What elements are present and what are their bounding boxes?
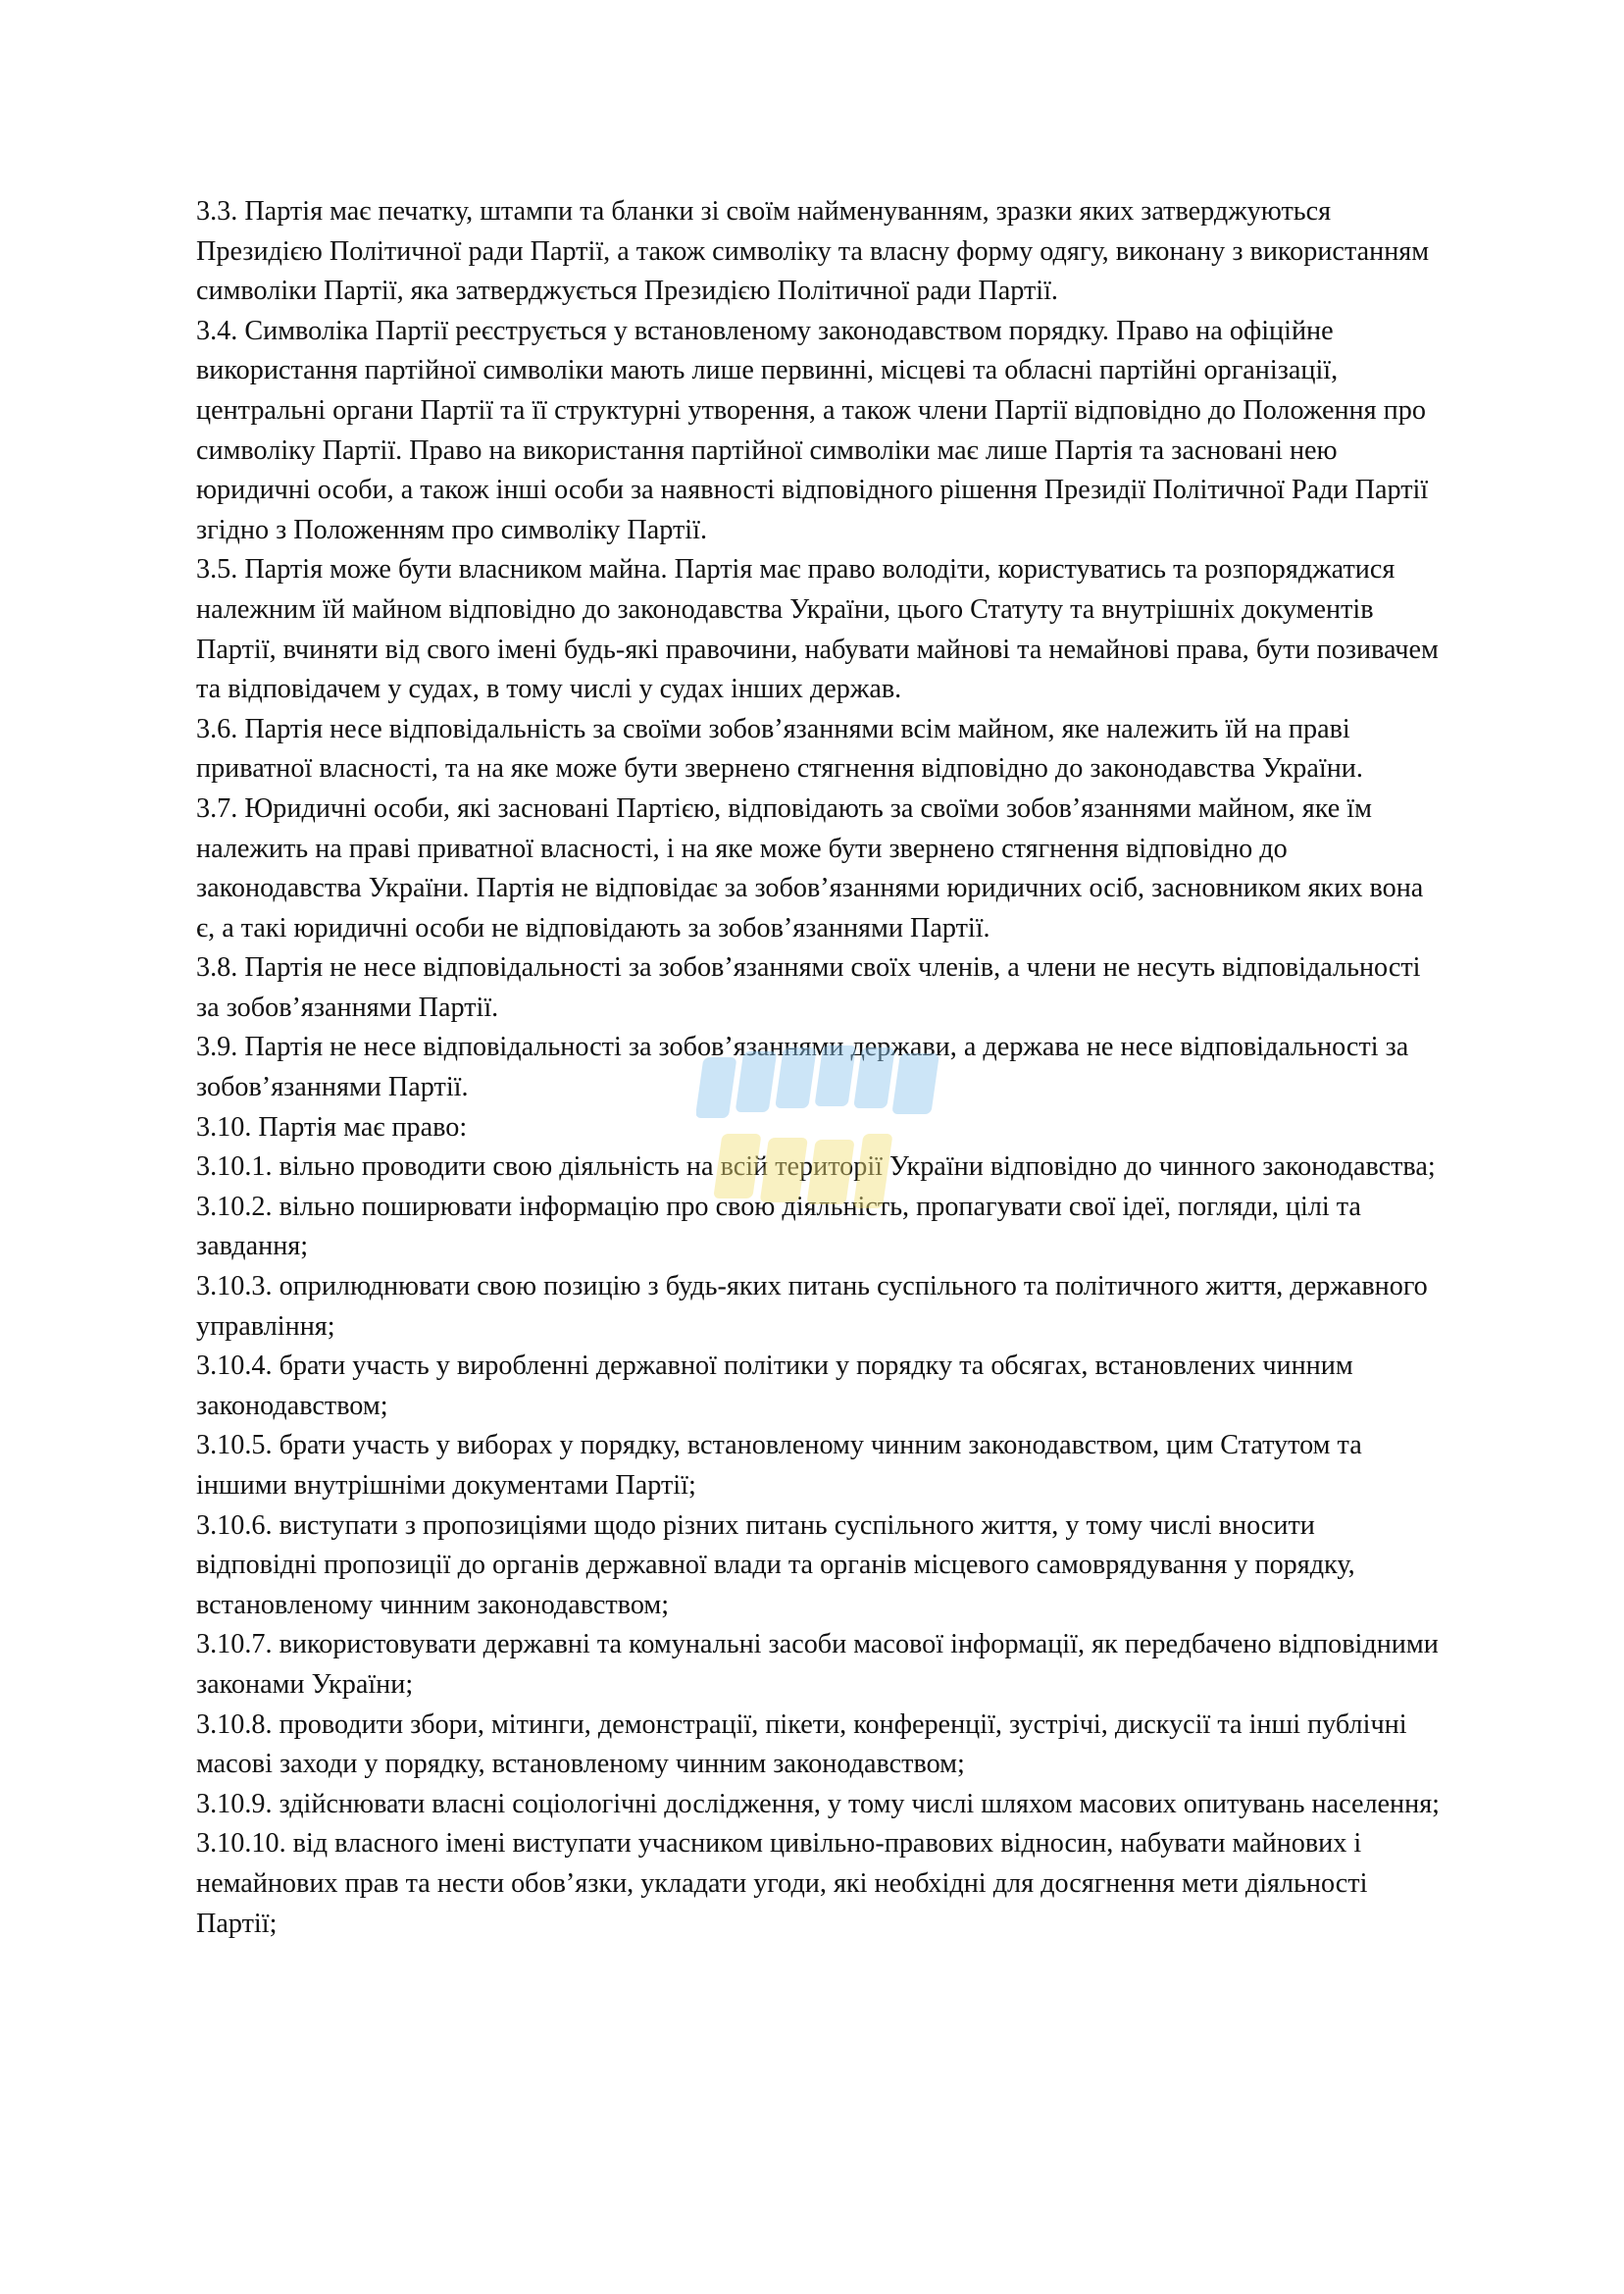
- paragraph-3-8: 3.8. Партія не несе відповідальності за зобов’язаннями своїх членів, а члени не несуть відповідальності за зобов’язаннями Партії.: [196, 952, 1421, 1023]
- paragraph-3-10-4: 3.10.4. брати участь у виробленні державної політики у порядку та обсягах, встановлених чинним законодавством;: [196, 1351, 1353, 1421]
- paragraph-3-10-3: 3.10.3. оприлюднювати свою позицію з будь-яких питань суспільного та політичного життя, державного управління;: [196, 1271, 1428, 1342]
- paragraph-3-10-2: 3.10.2. вільно поширювати інформацію про свою діяльність, пропагувати свої ідеї, погляди, цілі та завдання;: [196, 1191, 1361, 1262]
- paragraph-3-10-7: 3.10.7. використовувати державні та комунальні засоби масової інформації, як передбачено відповідними законами України;: [196, 1629, 1439, 1700]
- paragraph-3-10-10: 3.10.10. від власного імені виступати учасником цивільно-правових відносин, набувати майнових і немайнових прав та нести обов’язки, укладати угоди, які необхідні для досягнення мети діяльності Партії;: [196, 1828, 1368, 1939]
- paragraph-3-10-8: 3.10.8. проводити збори, мітинги, демонстрації, пікети, конференції, зустрічі, дискусії та інші публічні масові заходи у порядку, встановленому чинним законодавством;: [196, 1708, 1407, 1780]
- paragraph-3-6: 3.6. Партія несе відповідальність за своїми зобов’язаннями всім майном, яке належить їй на праві приватної власності, та на яке може бути звернено стягнення відповідно до законодавства України.: [196, 713, 1363, 785]
- paragraph-3-9: 3.9. Партія не несе відповідальності за зобов’язаннями держави, а держава не несе відповідальності за зобов’язаннями Партії.: [196, 1032, 1409, 1103]
- paragraph-3-10-6: 3.10.6. виступати з пропозиціями щодо різних питань суспільного життя, у тому числі вносити відповідні пропозиції до органів державної влади та органів місцевого самоврядування у порядку, встановленому чинним законодавством;: [196, 1509, 1355, 1620]
- paragraph-3-10-9: 3.10.9. здійснювати власні соціологічні дослідження, у тому числі шляхом масових опитувань населення;: [196, 1788, 1440, 1819]
- paragraph-3-5: 3.5. Партія може бути власником майна. Партія має право володіти, користуватись та розпоряджатися належним їй майном відповідно до законодавства України, цього Статуту та внутрішніх документів Партії, вчиняти від свого імені будь-які правочини, набувати майнові та немайнові права, бути позивачем та відповідачем у судах, в тому числі у судах інших держав.: [196, 554, 1439, 705]
- document-body: [196, 192, 1442, 1944]
- paragraph-3-4: 3.4. Символіка Партії реєструється у встановленому законодавством порядку. Право на офіційне використання партійної символіки мають лише первинні, місцеві та обласні партійні організації, центральні органи Партії та її структурні утворення, а також члени Партії відповідно до Положення про символіку Партії. Право на використання партійної символіки має лише Партія та засновані нею юридичні особи, а також інші особи за наявності відповідного рішення Президії Політичної Ради Партії згідно з Положенням про символіку Партії.: [196, 315, 1429, 545]
- paragraph-3-3: 3.3. Партія має печатку, штампи та бланки зі своїм найменуванням, зразки яких затверджуються Президією Політичної ради Партії, а також символіку та власну форму одягу, виконану з використанням символіки Партії, яка затверджується Президією Політичної ради Партії.: [196, 196, 1430, 307]
- paragraph-3-10: 3.10. Партія має право:: [196, 1111, 468, 1143]
- paragraph-3-7: 3.7. Юридичні особи, які засновані Партією, відповідають за своїми зобов’язаннями майном, яке їм належить на праві приватної власності, і на яке може бути звернено стягнення відповідно до законодавства України. Партія не відповідає за зобов’язаннями юридичних осіб, засновником яких вона є, а такі юридичні особи не відповідають за зобов’язаннями Партії.: [196, 792, 1424, 943]
- paragraph-3-10-1: 3.10.1. вільно проводити свою діяльність на всій території України відповідно до чинного законодавства;: [196, 1151, 1436, 1183]
- paragraph-3-10-5: 3.10.5. брати участь у виборах у порядку, встановленому чинним законодавством, цим Статутом та іншими внутрішніми документами Партії;: [196, 1430, 1362, 1501]
